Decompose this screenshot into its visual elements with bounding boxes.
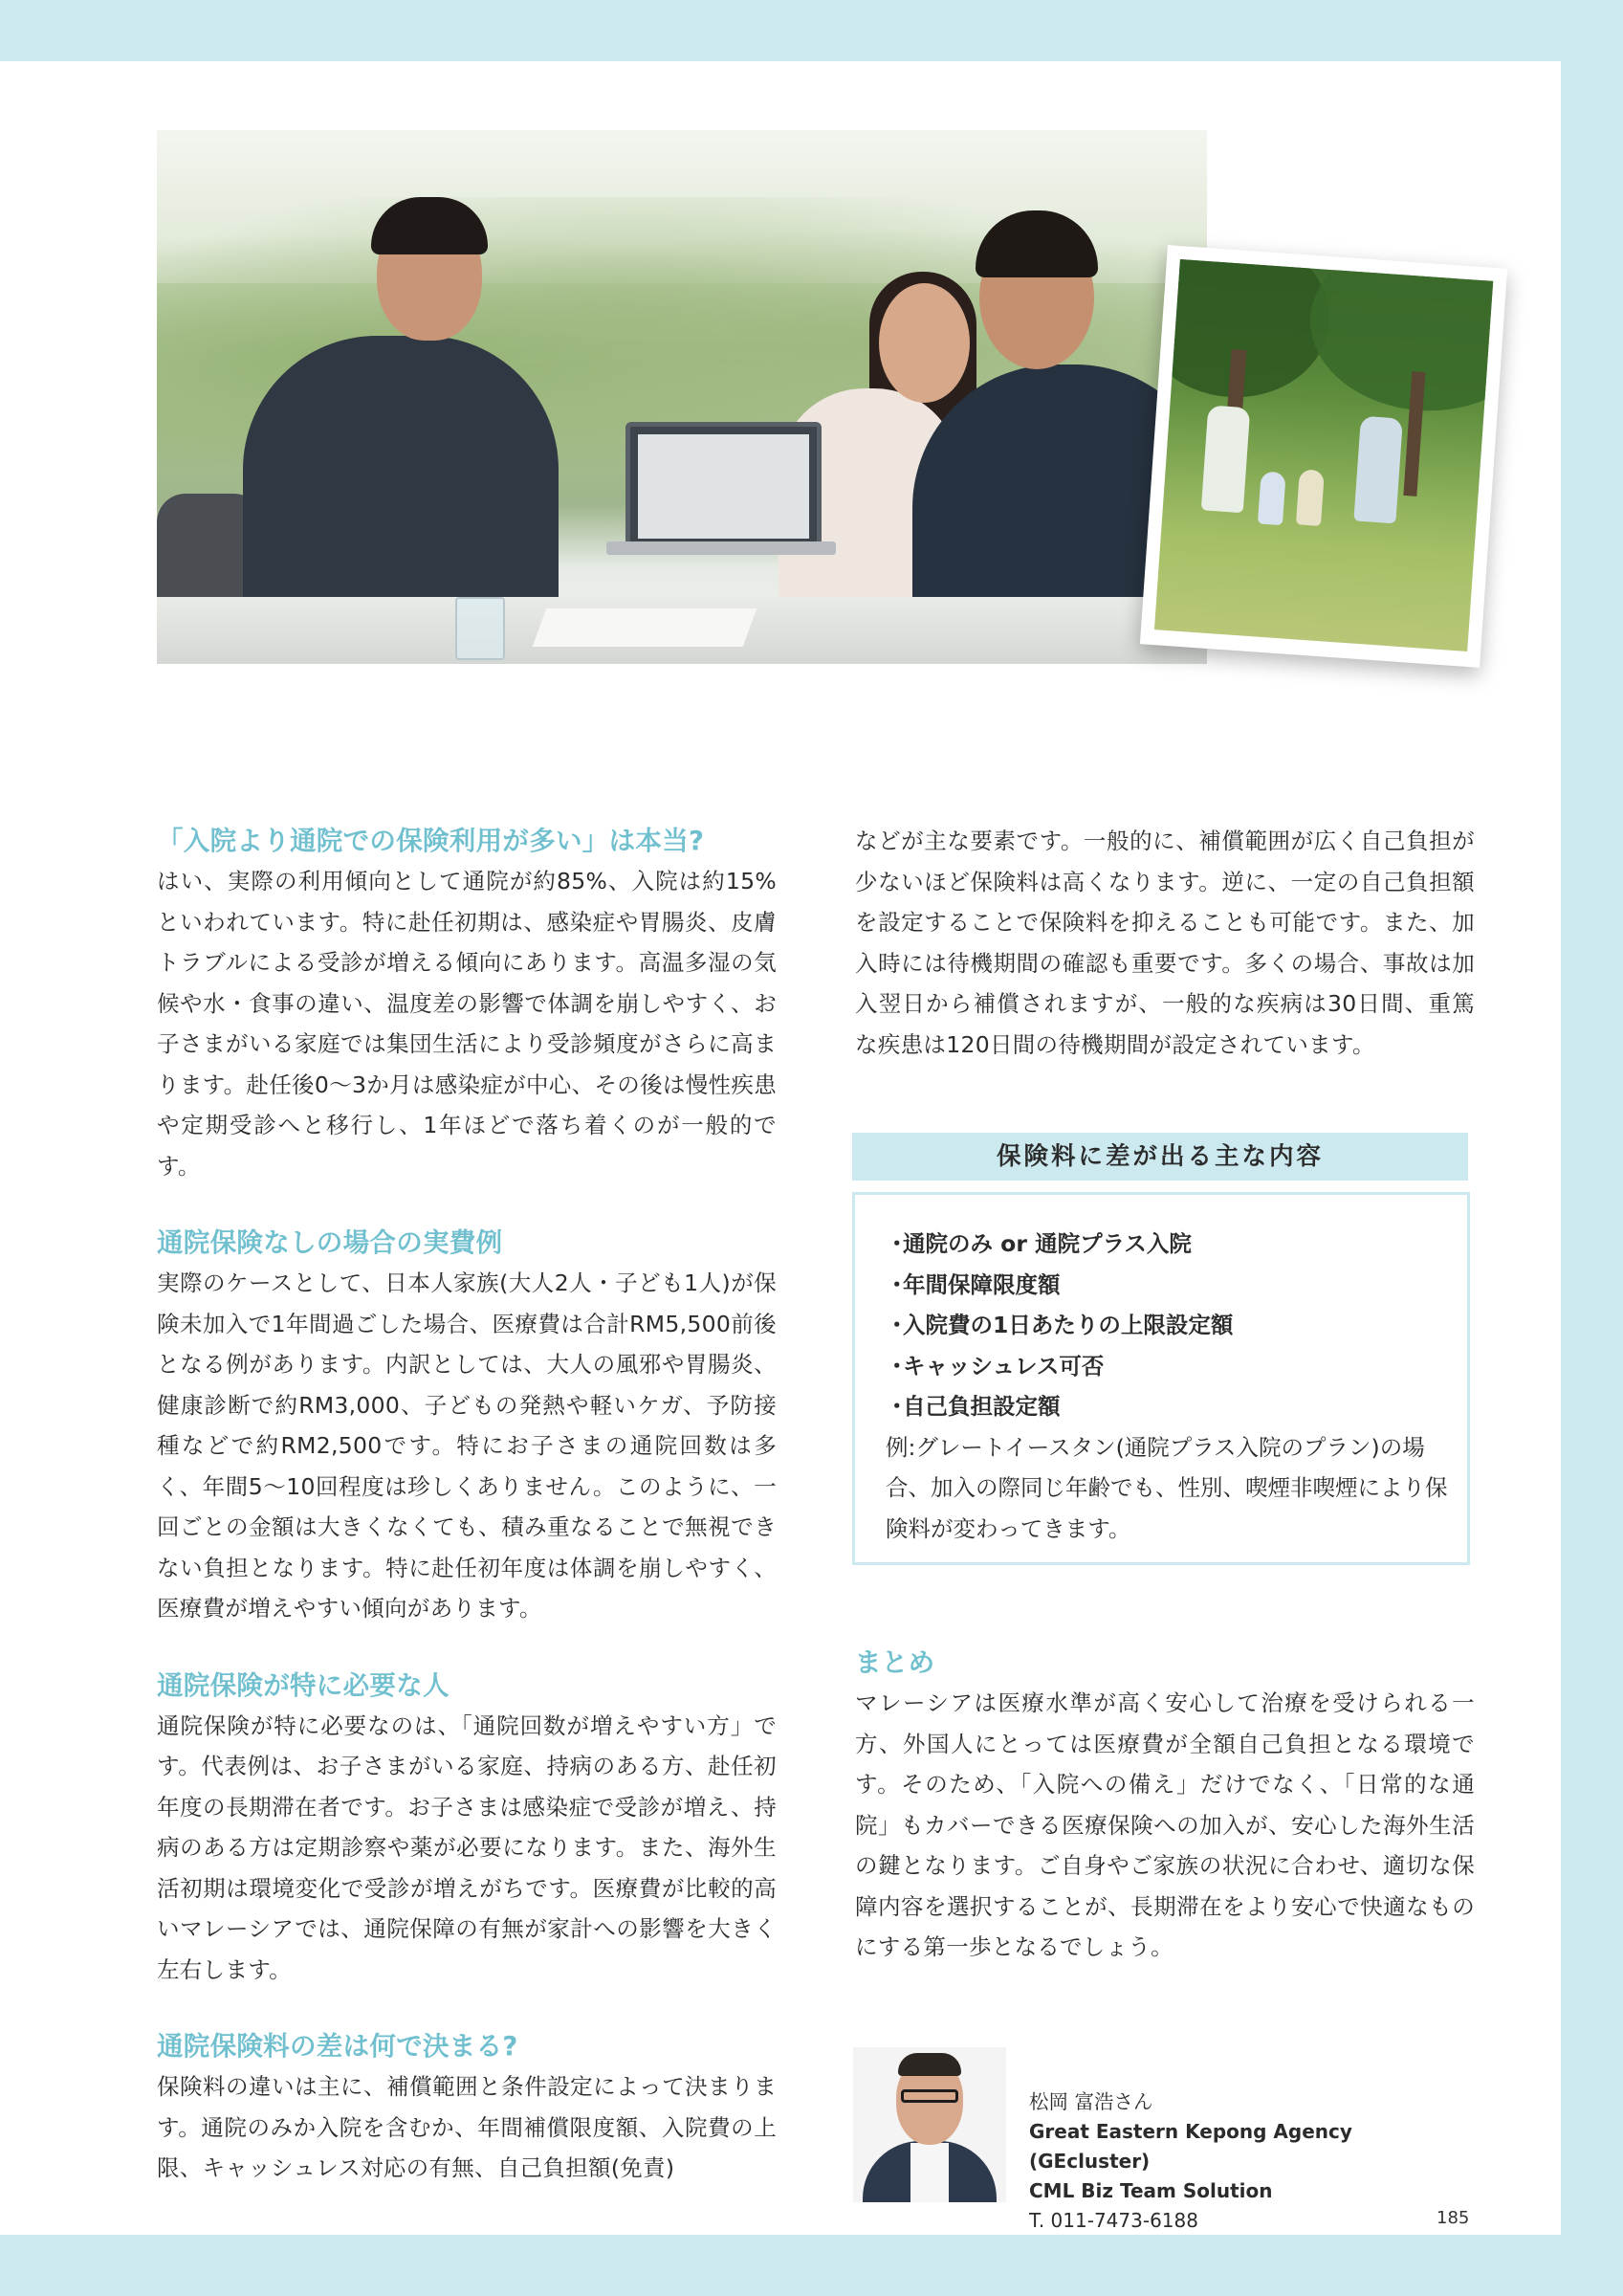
section-heading-premium-factors: 通院保険料の差は何で決まる? xyxy=(157,2031,518,2062)
author-avatar xyxy=(853,2047,1006,2202)
author-team: CML Biz Team Solution xyxy=(1029,2179,1273,2202)
premium-box-item: ・キャッシュレス可否 xyxy=(886,1352,1105,1380)
section-heading-who-needs: 通院保険が特に必要な人 xyxy=(157,1669,450,1701)
left-column xyxy=(157,821,777,2189)
page xyxy=(0,61,1561,2235)
laptop-base xyxy=(606,541,836,555)
photo-paper xyxy=(533,608,757,647)
premium-box-title: 保険料に差が出る主な内容 xyxy=(852,1133,1468,1181)
consultation-photo xyxy=(157,130,1207,664)
premium-box xyxy=(852,1192,1470,1565)
right-column xyxy=(855,821,1475,1065)
premium-factors-continuation: などが主な要素です。一般的に、補償範囲が広く自己負担が少ないほど保険料は高くなります。逆に、一定の自己負担額を設定することで保険料を抑えることも可能です。また、加入時には待機期間の確認も重要です。多くの場合、事故は加入翌日から補償されますが、一般的な疾病は30日間、重篤な疾患は120日間の待機期間が設定されています。 xyxy=(855,828,1476,1058)
woman-head xyxy=(879,283,970,403)
section-heading-outpatient-usage: 「入院より通院での保険利用が多い」は本当? xyxy=(157,826,705,856)
premium-box-note: 例:グレートイースタン(通院プラス入院のプラン)の場合、加入の際同じ年齢でも、性別、喫煙非喫煙により保険料が変わってきます。 xyxy=(886,1433,1448,1542)
author-name: 松岡 富浩さん xyxy=(1029,2090,1153,2113)
premium-box-item: ・年間保障限度額 xyxy=(886,1270,1061,1298)
section-body-premium-factors: 保険料の違いは主に、補償範囲と条件設定によって決まります。通院のみか入院を含むか、年間補償限度額、入院費の上限、キャッシュレス対応の有無、自己負担額(免責) xyxy=(157,2073,777,2181)
family-photo-image xyxy=(1154,259,1493,651)
author-agency: Great Eastern Kepong Agency (GEcluster) xyxy=(1029,2120,1352,2173)
author-phone: T. 011-7473-6188 xyxy=(1029,2209,1198,2232)
premium-box-item: ・入院費の1日あたりの上限設定額 xyxy=(886,1312,1234,1338)
section-body-who-needs: 通院保険が特に必要なのは、「通院回数が増えやすい方」です。代表例は、お子さまがいる家庭、持病のある方、赴任初年度の長期滞在者です。お子さまは感染症で受診が増え、持病のある方は定期診察や薬が必要になります。また、海外生活初期は環境変化で受診が増えがちです。医療費が比較的高いマレーシアでは、通院保障の有無が家計への影響を大きく左右します。 xyxy=(157,1711,777,1983)
premium-box-item: ・自己負担設定額 xyxy=(886,1393,1061,1420)
laptop-icon xyxy=(625,422,822,551)
author-info xyxy=(1029,2087,1450,2236)
section-body-cost-example: 実際のケースとして、日本人家族(大人2人・子ども1人)が保険未加入で1年間過ごした場合、医療費は合計RM5,500前後となる例があります。内訳としては、大人の風邪や胃腸炎、健康診断で約RM3,000、子どもの発熱や軽いケガ、予防接種などで約RM2,500です。特にお子さまの通院回数は多く、年間5〜10回程度は珍しくありません。このように、一回ごとの金額は大きくなくても、積み重なることで無視できない負担となります。特に赴任初年度は体調を崩しやすく、医療費が増えやすい傾向があります。 xyxy=(157,1269,777,1622)
premium-box-item: ・通院のみ or 通院プラス入院 xyxy=(886,1230,1192,1257)
family-photo xyxy=(1140,245,1507,668)
section-body-outpatient-usage: はい、実際の利用傾向として通院が約85%、入院は約15%といわれています。特に赴任初期は、感染症や胃腸炎、皮膚トラブルによる受診が増える傾向にあります。高温多湿の気候や水・食事の違い、温度差の影響で体調を崩しやすく、お子さまがいる家庭では集団生活により受診頻度がさらに高まります。赴任後0〜3か月は感染症が中心、その後は慢性疾患や定期受診へと移行し、1年ほどで落ち着くのが一般的です。 xyxy=(157,868,777,1180)
page-number: 185 xyxy=(1437,2208,1470,2228)
summary-heading: まとめ xyxy=(855,1647,935,1678)
summary-body: マレーシアは医療水準が高く安心して治療を受けられる一方、外国人にとっては医療費が全額自己負担となる環境です。そのため、「入院への備え」だけでなく、「日常的な通院」もカバーできる医療保険への加入が、安心した海外生活の鍵となります。ご自身やご家族の状況に合わせ、適切な保障内容を選択することが、長期滞在をより安心で快適なものにする第一歩となるでしょう。 xyxy=(855,1689,1475,1960)
summary-section xyxy=(855,1643,1475,1968)
section-heading-cost-example: 通院保険なしの場合の実費例 xyxy=(157,1227,503,1258)
water-glass xyxy=(455,597,505,660)
